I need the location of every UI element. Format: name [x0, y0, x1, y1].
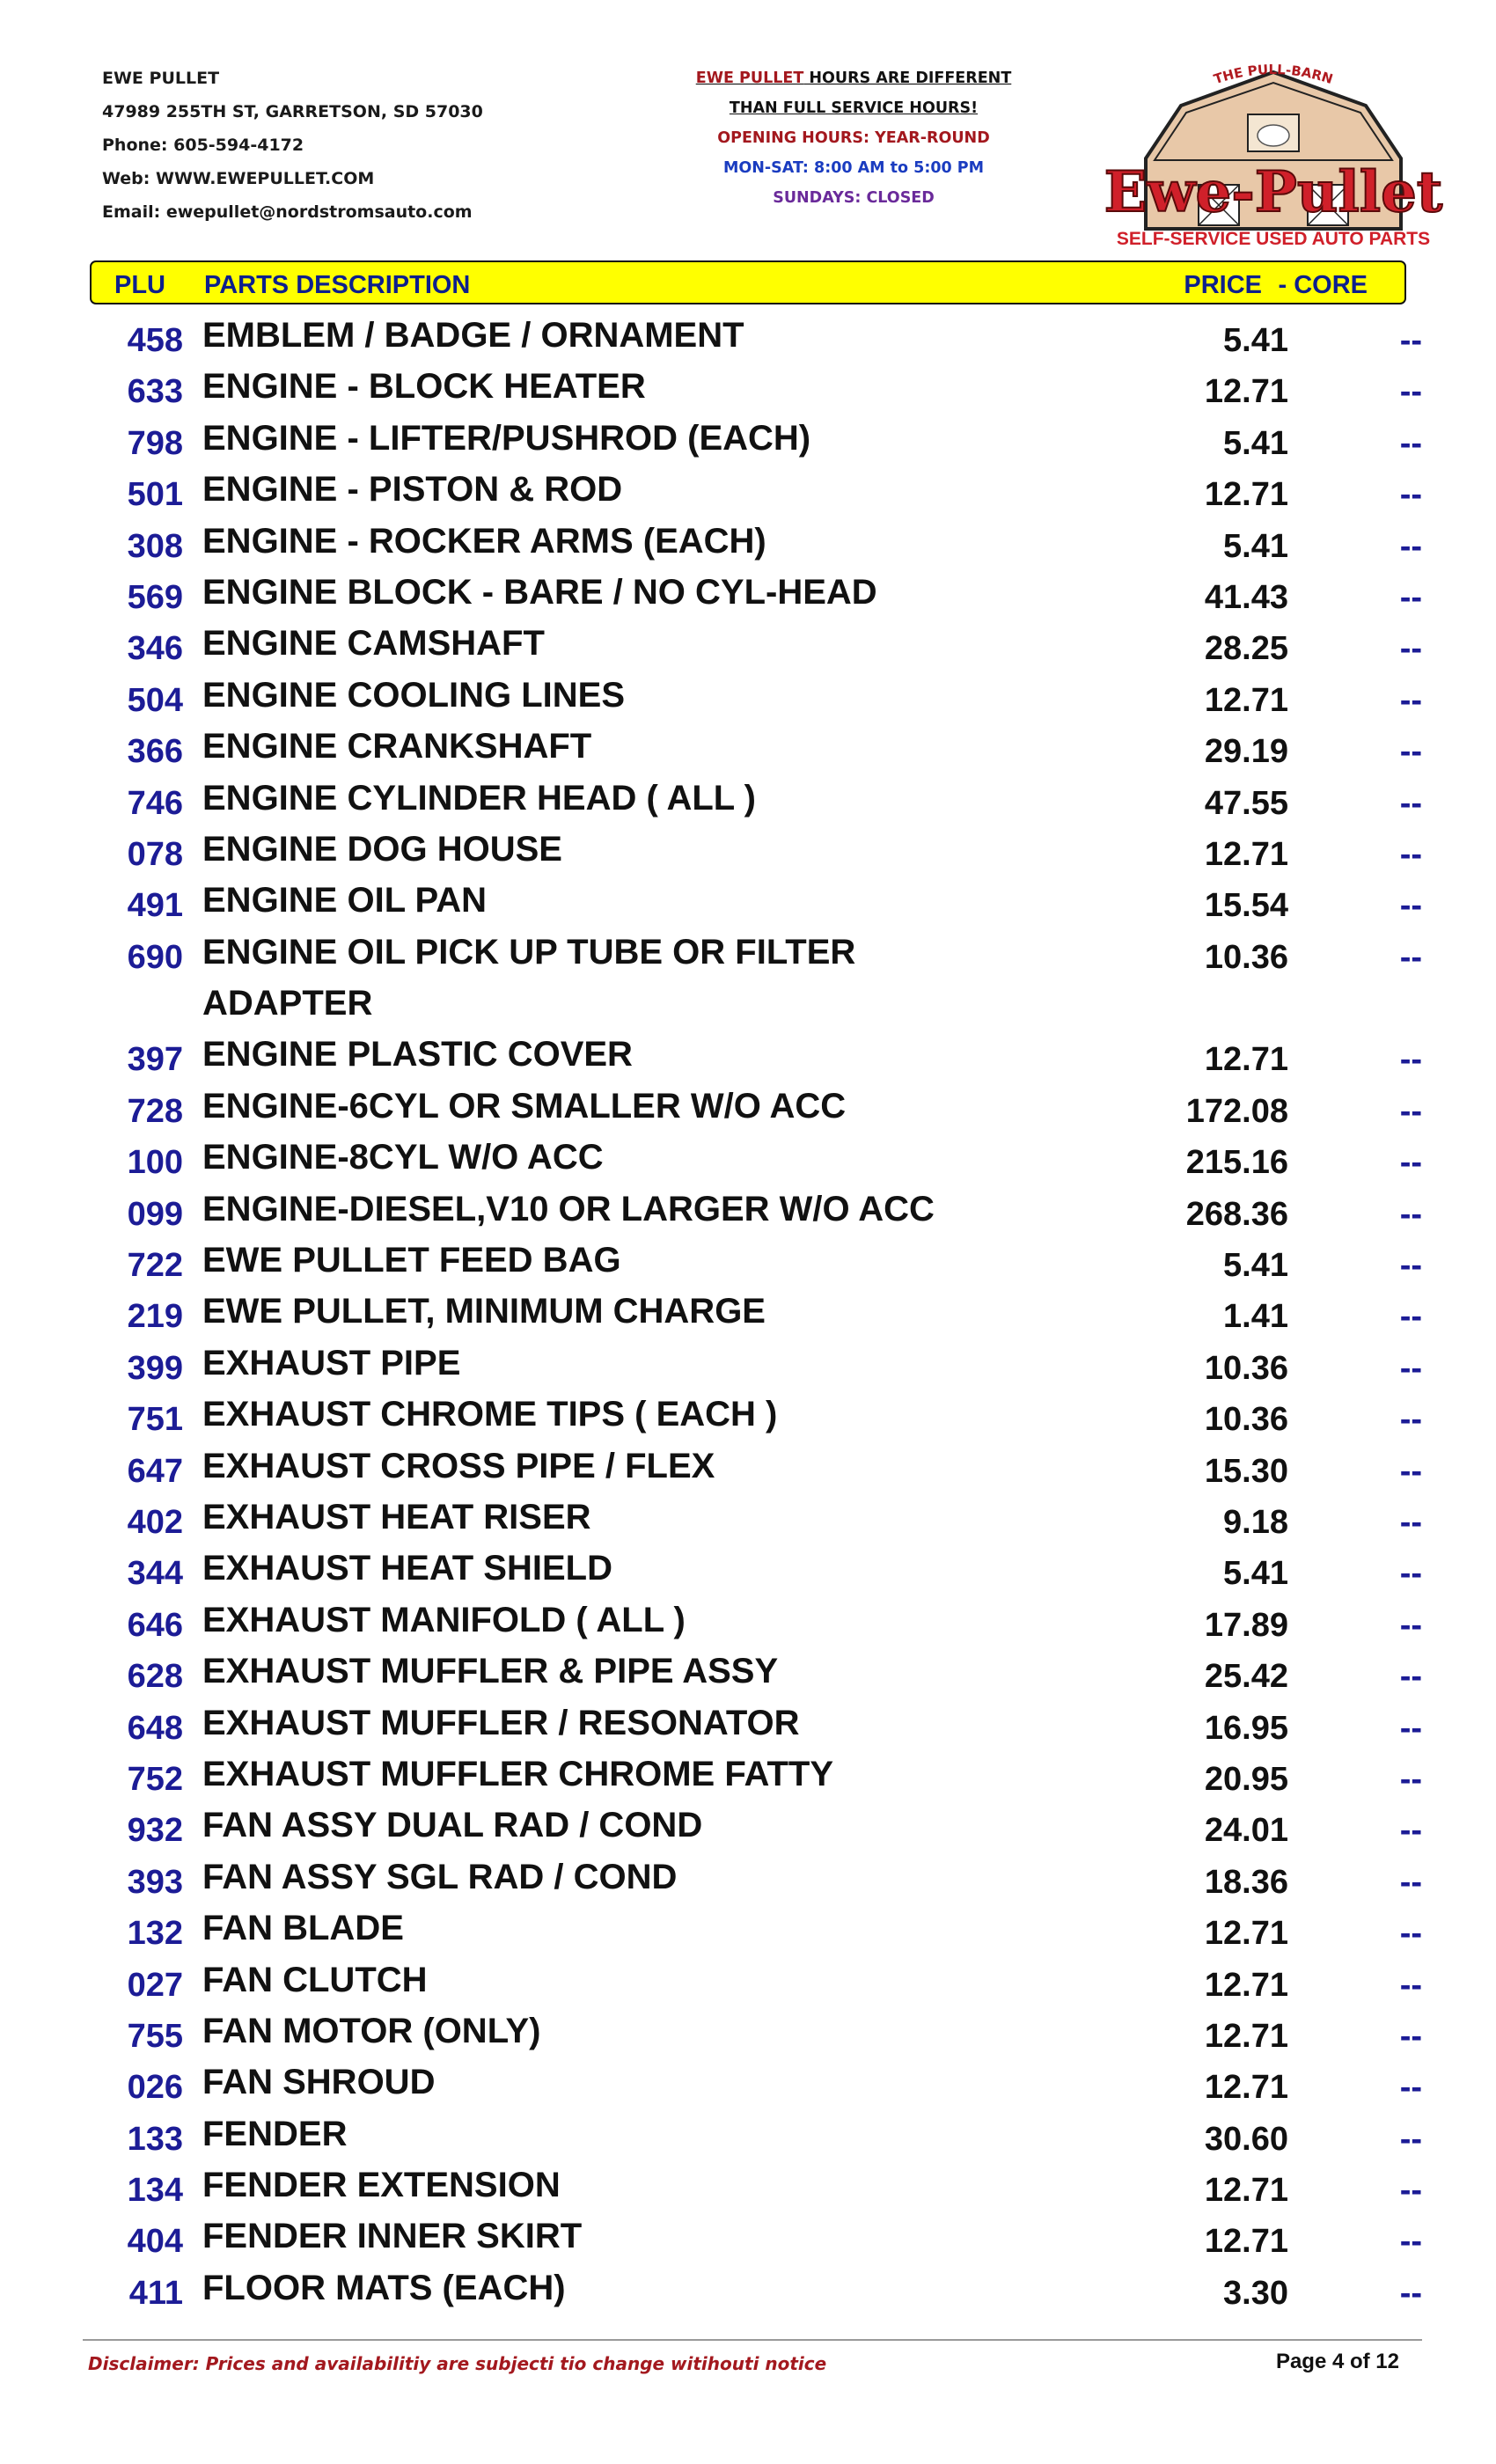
row-core: --	[1399, 2274, 1422, 2312]
row-plu: 646	[127, 1606, 183, 1644]
row-price: 15.30	[1204, 1452, 1288, 1490]
row-core: --	[1399, 1298, 1422, 1336]
hours-line-1	[669, 63, 1038, 93]
row-core: --	[1399, 2223, 1422, 2261]
row-plu: 397	[127, 1041, 183, 1079]
row-price: 17.89	[1204, 1606, 1288, 1644]
row-description: ENGINE BLOCK - BARE / NO CYL-HEAD	[202, 572, 877, 612]
business-phone: Phone: 605-594-4172	[102, 136, 304, 155]
table-row	[0, 521, 1496, 572]
row-price: 12.71	[1204, 2069, 1288, 2107]
row-plu: 393	[127, 1863, 183, 1901]
row-core: --	[1399, 1144, 1422, 1182]
row-description: EXHAUST MANIFOLD ( ALL )	[202, 1600, 686, 1639]
row-description: EXHAUST HEAT RISER	[202, 1498, 591, 1536]
row-price: 12.71	[1204, 476, 1288, 514]
table-row	[0, 1754, 1496, 1805]
table-row	[0, 778, 1496, 829]
row-description: EXHAUST PIPE	[202, 1343, 461, 1382]
row-core: --	[1399, 1041, 1422, 1079]
row-core: --	[1399, 1966, 1422, 2004]
row-plu: 346	[127, 630, 183, 668]
row-description: ENGINE OIL PICK UP TUBE OR FILTER ADAPTER	[202, 932, 856, 1023]
row-description: ENGINE - ROCKER ARMS (EACH)	[202, 521, 766, 561]
table-row	[0, 675, 1496, 726]
row-plu: 133	[127, 2120, 183, 2158]
row-plu: 690	[127, 938, 183, 976]
hours-line-3: OPENING HOURS: YEAR-ROUND	[717, 129, 990, 147]
row-price: 5.41	[1223, 1555, 1288, 1593]
row-price: 10.36	[1204, 938, 1288, 976]
row-price: 29.19	[1204, 733, 1288, 771]
row-price: 24.01	[1204, 1812, 1288, 1850]
row-core: --	[1399, 1760, 1422, 1798]
svg-text:SELF-SERVICE USED AUTO PARTS: SELF-SERVICE USED AUTO PARTS	[1116, 229, 1431, 249]
row-plu: 404	[127, 2223, 183, 2261]
row-price: 1.41	[1223, 1298, 1288, 1336]
disclaimer-text: Disclaimer: Prices and availabilitiy are subjecti tio change witihouti notice	[88, 2353, 827, 2374]
row-plu: 134	[127, 2172, 183, 2210]
row-description: FAN BLADE	[202, 1909, 404, 1948]
table-row	[0, 2011, 1496, 2062]
table-row	[0, 1291, 1496, 1342]
row-plu: 728	[127, 1092, 183, 1130]
row-core: --	[1399, 1349, 1422, 1387]
row-core: --	[1399, 1915, 1422, 1953]
row-plu: 411	[128, 2274, 183, 2312]
row-price: 12.71	[1204, 681, 1288, 719]
table-row	[0, 1240, 1496, 1291]
row-plu: 491	[127, 887, 183, 925]
business-web: Web: WWW.EWEPULLET.COM	[102, 169, 375, 188]
row-price: 20.95	[1204, 1760, 1288, 1798]
row-price: 5.41	[1223, 1247, 1288, 1285]
row-price: 18.36	[1204, 1863, 1288, 1901]
row-description: FAN ASSY DUAL RAD / COND	[202, 1806, 703, 1845]
row-plu: 458	[127, 322, 183, 359]
row-core: --	[1399, 2172, 1422, 2210]
row-price: 215.16	[1185, 1144, 1288, 1182]
barn-logo-icon	[1093, 53, 1454, 253]
table-row	[0, 623, 1496, 674]
row-price: 5.41	[1223, 424, 1288, 462]
row-plu: 648	[127, 1709, 183, 1747]
table-row	[0, 2165, 1496, 2216]
row-plu: 752	[127, 1760, 183, 1798]
row-description: ENGINE CAMSHAFT	[202, 624, 545, 664]
business-email: Email: ewepullet@nordstromsauto.com	[102, 202, 473, 222]
row-description: EWE PULLET FEED BAG	[202, 1241, 621, 1280]
row-description: EXHAUST CROSS PIPE / FLEX	[202, 1446, 715, 1485]
table-row	[0, 1394, 1496, 1445]
row-core: --	[1399, 630, 1422, 668]
row-price: 12.71	[1204, 2223, 1288, 2261]
row-plu: 366	[127, 733, 183, 771]
table-row	[0, 1497, 1496, 1548]
row-price: 28.25	[1204, 630, 1288, 668]
row-price: 30.60	[1204, 2120, 1288, 2158]
row-core: --	[1399, 1504, 1422, 1541]
business-address: 47989 255TH ST, GARRETSON, SD 57030	[102, 102, 483, 121]
table-row	[0, 2216, 1496, 2267]
row-core: --	[1399, 1555, 1422, 1593]
row-core: --	[1399, 733, 1422, 771]
row-core: --	[1399, 1606, 1422, 1644]
row-price: 41.43	[1204, 578, 1288, 616]
row-core: --	[1399, 1247, 1422, 1285]
row-price: 16.95	[1204, 1709, 1288, 1747]
hours-line-4: MON-SAT: 8:00 AM to 5:00 PM	[722, 159, 985, 177]
contact-block	[102, 62, 630, 229]
table-row	[0, 1086, 1496, 1137]
hours-line-2: THAN FULL SERVICE HOURS!	[729, 99, 979, 117]
table-row	[0, 1600, 1496, 1651]
row-description: ENGINE-6CYL OR SMALLER W/O ACC	[202, 1086, 847, 1126]
row-description: FAN CLUTCH	[202, 1960, 428, 1999]
row-core: --	[1399, 2017, 1422, 2055]
row-description: FLOOR MATS (EACH)	[202, 2268, 566, 2307]
row-price: 12.71	[1204, 373, 1288, 411]
hours-notice	[669, 63, 1038, 213]
row-core: --	[1399, 784, 1422, 822]
row-description: ENGINE CYLINDER HEAD ( ALL )	[202, 778, 756, 818]
table-row	[0, 1137, 1496, 1188]
row-plu: 722	[127, 1247, 183, 1285]
row-plu: 504	[127, 681, 183, 719]
row-description: ENGINE PLASTIC COVER	[202, 1035, 633, 1074]
parts-list	[0, 315, 1496, 2319]
page-number: Page 4 of 12	[1275, 2350, 1399, 2373]
row-plu: 569	[127, 578, 183, 616]
row-plu: 308	[127, 527, 183, 565]
row-plu: 344	[127, 1555, 183, 1593]
row-core: --	[1399, 681, 1422, 719]
row-description: ENGINE-DIESEL,V10 OR LARGER W/O ACC	[202, 1189, 935, 1228]
row-price: 10.36	[1204, 1349, 1288, 1387]
row-description: FAN ASSY SGL RAD / COND	[202, 1857, 678, 1896]
row-core: --	[1399, 835, 1422, 873]
row-core: --	[1399, 1658, 1422, 1696]
row-plu: 746	[127, 784, 183, 822]
row-core: --	[1399, 1812, 1422, 1850]
row-plu: 399	[127, 1349, 183, 1387]
svg-text:THE PULL-BARN: THE PULL-BARN	[1212, 61, 1335, 88]
row-plu: 751	[127, 1401, 183, 1439]
row-description: EXHAUST HEAT SHIELD	[202, 1549, 612, 1588]
row-plu: 501	[127, 476, 183, 514]
table-row	[0, 1548, 1496, 1599]
row-price: 5.41	[1223, 527, 1288, 565]
row-price: 15.54	[1204, 887, 1288, 925]
row-price: 12.71	[1204, 1915, 1288, 1953]
row-price: 12.71	[1204, 1966, 1288, 2004]
table-row	[0, 2268, 1496, 2319]
row-description: ENGINE COOLING LINES	[202, 675, 626, 715]
table-row	[0, 572, 1496, 623]
table-row	[0, 1343, 1496, 1394]
row-core: --	[1399, 578, 1422, 616]
row-plu: 099	[127, 1195, 183, 1233]
hours-brand: EWE PULLET	[695, 70, 804, 87]
hours-line-5: SUNDAYS: CLOSED	[773, 189, 935, 207]
row-core: --	[1399, 1452, 1422, 1490]
row-plu: 078	[127, 835, 183, 873]
row-plu: 100	[127, 1144, 183, 1182]
row-plu: 027	[127, 1966, 183, 2004]
table-row	[0, 726, 1496, 777]
row-core: --	[1399, 1401, 1422, 1439]
row-price: 12.71	[1204, 1041, 1288, 1079]
row-core: --	[1399, 373, 1422, 411]
row-plu: 755	[127, 2017, 183, 2055]
row-plu: 932	[127, 1812, 183, 1850]
row-plu: 219	[127, 1298, 183, 1336]
row-core: --	[1399, 527, 1422, 565]
header-price: PRICE	[1184, 271, 1262, 299]
row-description: FAN SHROUD	[202, 2063, 436, 2102]
table-row	[0, 1960, 1496, 2011]
row-description: EXHAUST MUFFLER CHROME FATTY	[202, 1754, 834, 1793]
row-description: EMBLEM / BADGE / ORNAMENT	[202, 316, 744, 355]
row-description: FENDER	[202, 2114, 348, 2153]
row-description: EWE PULLET, MINIMUM CHARGE	[202, 1292, 766, 1331]
table-header	[90, 260, 1406, 304]
table-row	[0, 1908, 1496, 1959]
row-description: ENGINE DOG HOUSE	[202, 829, 562, 869]
table-row	[0, 1651, 1496, 1702]
row-description: ENGINE CRANKSHAFT	[202, 727, 592, 766]
table-row	[0, 366, 1496, 417]
table-row	[0, 315, 1496, 366]
table-row	[0, 1034, 1496, 1085]
row-plu: 026	[127, 2069, 183, 2107]
row-core: --	[1399, 322, 1422, 359]
row-price: 268.36	[1185, 1195, 1288, 1233]
table-row	[0, 1703, 1496, 1754]
business-name: EWE PULLET	[102, 69, 220, 88]
row-description: FENDER EXTENSION	[202, 2166, 561, 2205]
header-description: PARTS DESCRIPTION	[204, 271, 471, 299]
row-price: 5.41	[1223, 322, 1288, 359]
row-core: --	[1399, 2069, 1422, 2107]
row-core: --	[1399, 938, 1422, 976]
row-core: --	[1399, 1195, 1422, 1233]
row-price: 172.08	[1185, 1092, 1288, 1130]
row-price: 47.55	[1204, 784, 1288, 822]
row-core: --	[1399, 476, 1422, 514]
row-price: 10.36	[1204, 1401, 1288, 1439]
row-plu: 132	[127, 1915, 183, 1953]
table-row	[0, 829, 1496, 880]
row-description: EXHAUST MUFFLER & PIPE ASSY	[202, 1652, 779, 1691]
row-description: FAN MOTOR (ONLY)	[202, 2011, 541, 2050]
row-price: 3.30	[1223, 2274, 1288, 2312]
row-description: ENGINE-8CYL W/O ACC	[202, 1138, 604, 1177]
row-plu: 628	[127, 1658, 183, 1696]
row-core: --	[1399, 424, 1422, 462]
table-row	[0, 2114, 1496, 2165]
row-core: --	[1399, 1863, 1422, 1901]
table-row	[0, 1805, 1496, 1856]
row-price: 25.42	[1204, 1658, 1288, 1696]
row-description: ENGINE - PISTON & ROD	[202, 470, 623, 510]
table-row	[0, 1189, 1496, 1240]
table-row	[0, 1446, 1496, 1497]
row-core: --	[1399, 887, 1422, 925]
row-description: EXHAUST MUFFLER / RESONATOR	[202, 1703, 800, 1742]
table-row	[0, 2062, 1496, 2113]
row-price: 12.71	[1204, 835, 1288, 873]
table-row	[0, 469, 1496, 520]
row-description: ENGINE - BLOCK HEATER	[202, 367, 646, 407]
hours-line-1-rest: HOURS ARE DIFFERENT	[803, 70, 1012, 87]
table-row	[0, 1857, 1496, 1908]
row-price: 12.71	[1204, 2172, 1288, 2210]
row-core: --	[1399, 1092, 1422, 1130]
header-plu: PLU	[114, 271, 165, 299]
row-price: 9.18	[1223, 1504, 1288, 1541]
header-core: - CORE	[1278, 271, 1368, 299]
row-plu: 402	[127, 1504, 183, 1541]
row-description: EXHAUST CHROME TIPS ( EACH )	[202, 1395, 778, 1434]
table-row	[0, 418, 1496, 469]
row-plu: 798	[127, 424, 183, 462]
row-plu: 647	[127, 1452, 183, 1490]
row-core: --	[1399, 1709, 1422, 1747]
table-row	[0, 880, 1496, 931]
row-core: --	[1399, 2120, 1422, 2158]
row-price: 12.71	[1204, 2017, 1288, 2055]
svg-text:Ewe-Pullet: Ewe-Pullet	[1104, 159, 1443, 225]
row-plu: 633	[127, 373, 183, 411]
table-row	[0, 932, 1496, 1035]
ewe-pullet-logo	[1093, 53, 1454, 253]
row-description: ENGINE - LIFTER/PUSHROD (EACH)	[202, 418, 811, 458]
row-description: FENDER INNER SKIRT	[202, 2217, 583, 2256]
footer-divider	[83, 2339, 1422, 2341]
row-description: ENGINE OIL PAN	[202, 881, 488, 920]
